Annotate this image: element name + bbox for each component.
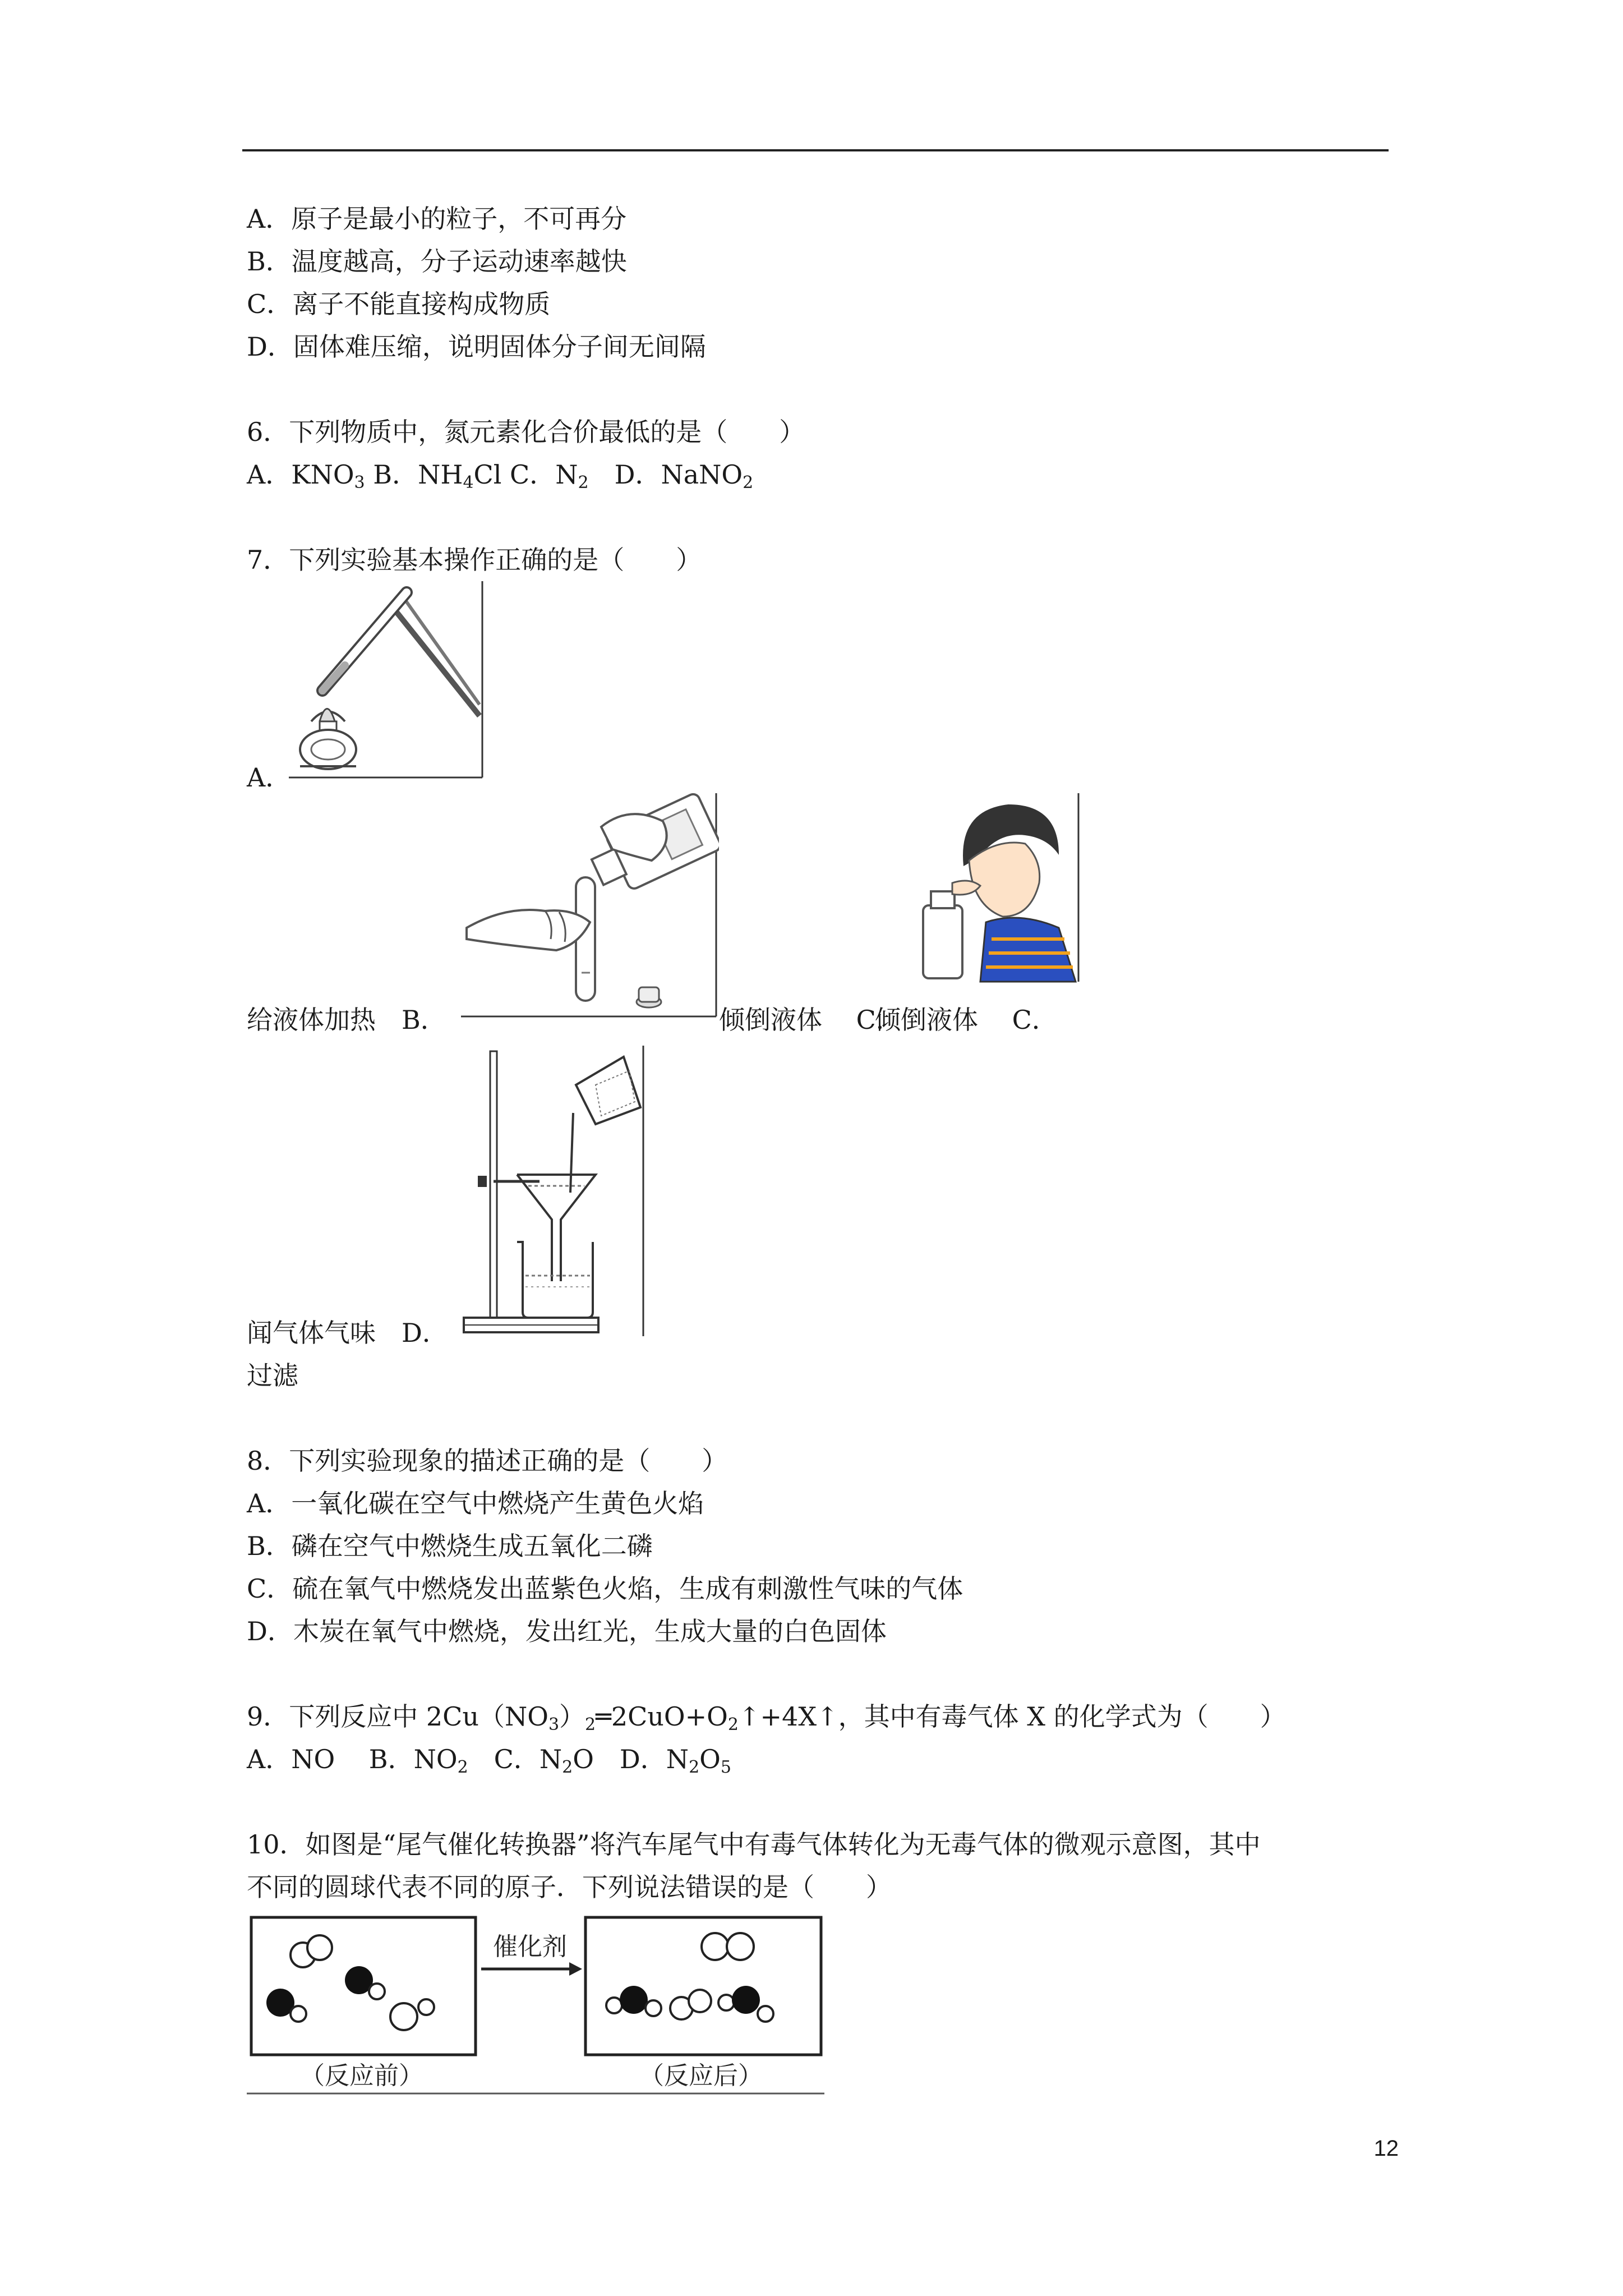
catalyst-label: 催化剂 bbox=[493, 1933, 567, 1961]
q9-options: A．NO B．$NO_2$ C．$N_2O$ D．$N_2O_5$ bbox=[247, 1744, 731, 1777]
q9-stem: 9．下列反应中 $2Cu(NO_3)_2═2CuO+O_2↑+4X↑$，其中有毒气体 X 的化学式为（ ） bbox=[247, 1701, 1286, 1734]
q8-option-d: D．木炭在氧气中燃烧，发出红光，生成大量的白色固体 bbox=[247, 1616, 887, 1646]
q7-label-c: 倾倒液体 C． bbox=[875, 1005, 1058, 1035]
q8-option-a: A．一氧化碳在空气中燃烧产生黄色火焰 bbox=[247, 1488, 704, 1519]
figure-pouring-liquid bbox=[461, 793, 719, 1018]
q10-stem-line2: 不同的圆球代表不同的原子．下列说法错误的是（ ） bbox=[247, 1872, 892, 1902]
q6-stem: 6．下列物质中，氮元素化合价最低的是（ ） bbox=[247, 417, 805, 447]
q8-stem: 8．下列实验现象的描述正确的是（ ） bbox=[247, 1446, 728, 1476]
q7-label-a: A． bbox=[247, 762, 292, 793]
figure-heating-liquid bbox=[289, 581, 485, 781]
q8-option-b: B．磷在空气中燃烧生成五氧化二磷 bbox=[247, 1531, 653, 1561]
after-label: （反应后） bbox=[639, 2062, 763, 2090]
page-number: 12 bbox=[1373, 2136, 1399, 2161]
figure-reaction-diagram bbox=[247, 1913, 830, 2098]
q7-stem: 7．下列实验基本操作正确的是（ ） bbox=[247, 545, 702, 575]
q10-stem-line1: 10．如图是“尾气催化转换器”将汽车尾气中有毒气体转化为无毒气体的微观示意图，其中 bbox=[247, 1829, 1261, 1860]
q5-option-b: B．温度越高，分子运动速率越快 bbox=[247, 246, 627, 277]
q5-option-c: C．离子不能直接构成物质 bbox=[247, 289, 551, 319]
q6-options: A．$KNO_3$ B．$NH_4Cl$ C．$N_2$ D．NaNO$_2$ bbox=[247, 459, 754, 493]
figure-filtration bbox=[461, 1046, 646, 1337]
q7-caption-a-b: 给液体加热 B． bbox=[247, 1005, 446, 1035]
before-label: （反应前） bbox=[300, 2062, 423, 2090]
q7-caption-b-c: 倾倒液体 C． bbox=[719, 1005, 902, 1035]
q7-caption-d: 过滤 bbox=[247, 1360, 298, 1391]
q7-caption-c-d: 闻气体气味 D． bbox=[247, 1318, 448, 1348]
header-rule bbox=[242, 149, 1389, 151]
q8-option-c: C．硫在氧气中燃烧发出蓝紫色火焰，生成有刺激性气味的气体 bbox=[247, 1573, 963, 1604]
figure-smelling-gas bbox=[919, 793, 1081, 984]
q5-option-a: A．原子是最小的粒子，不可再分 bbox=[247, 204, 627, 234]
q5-option-d: D．固体难压缩，说明固体分子间无间隔 bbox=[247, 332, 706, 362]
